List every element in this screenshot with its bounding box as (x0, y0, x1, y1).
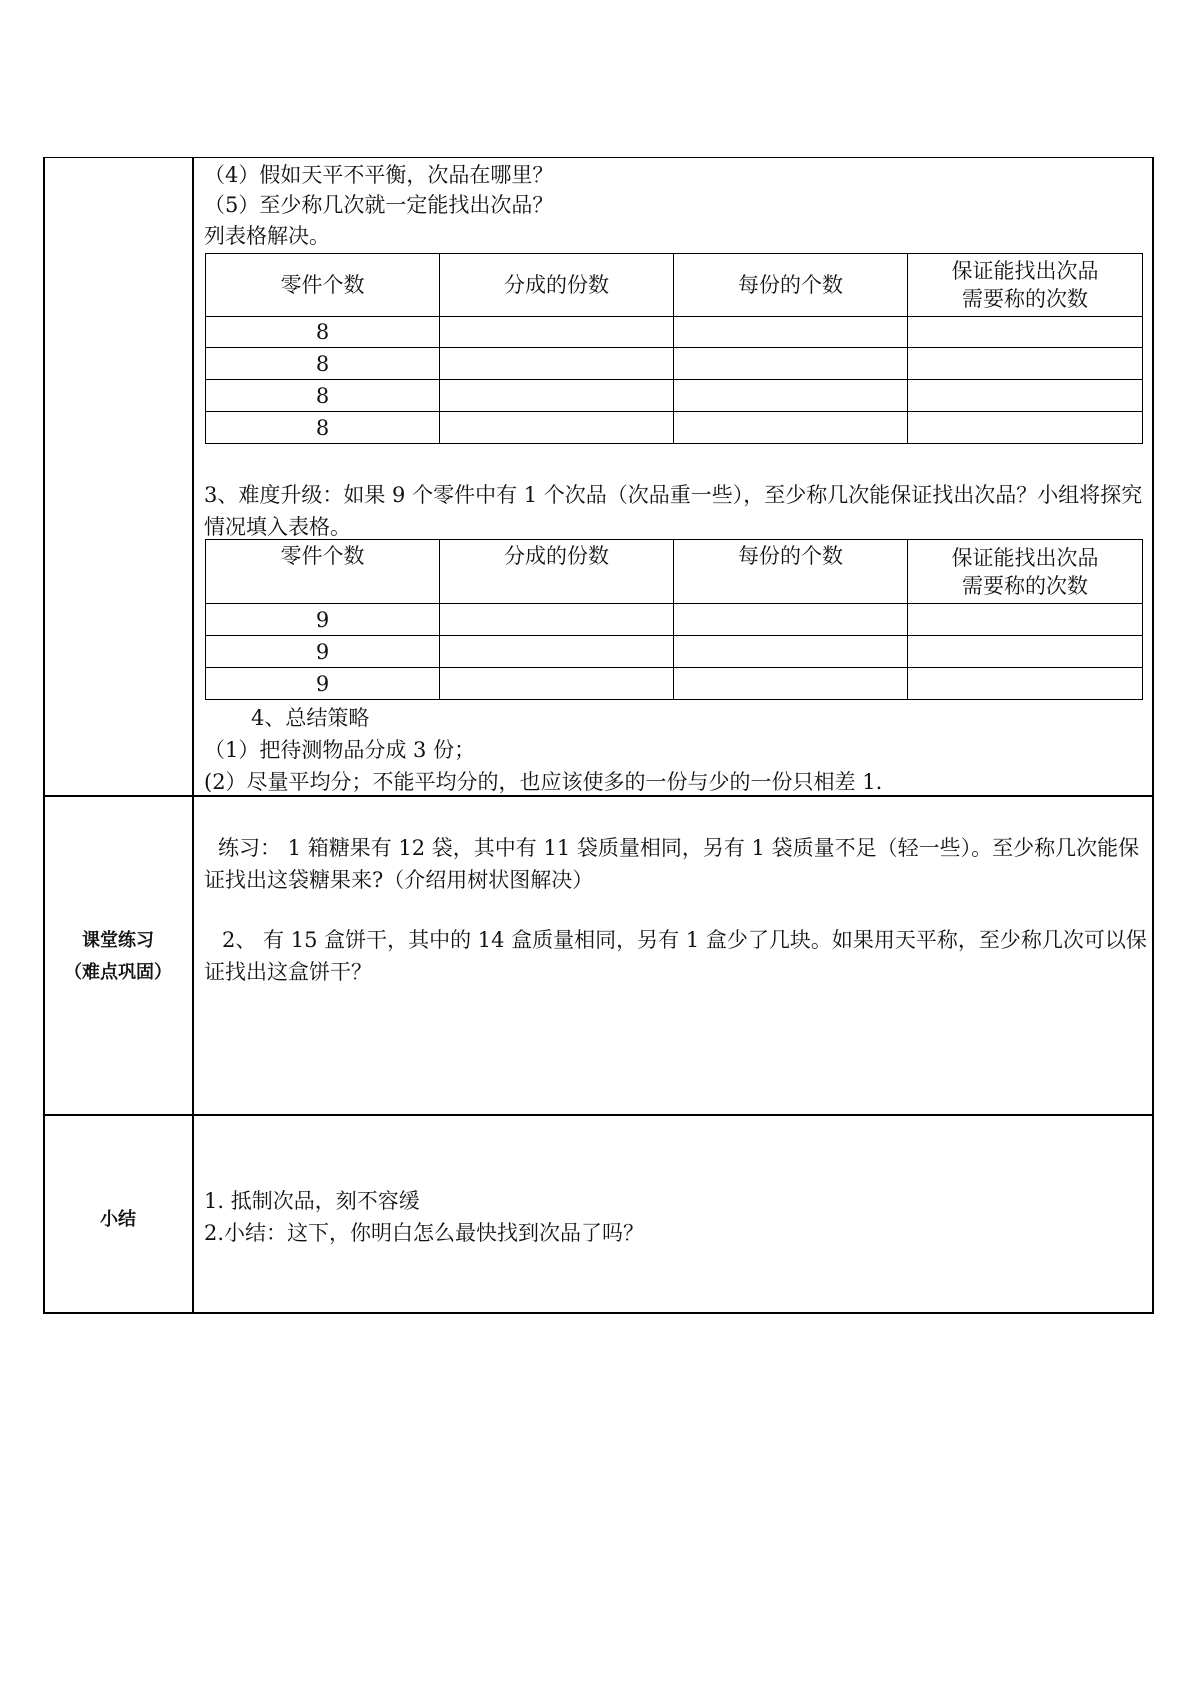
cell-empty[interactable] (440, 604, 674, 636)
cell-empty[interactable] (908, 604, 1143, 636)
cell-part-count: 9 (206, 636, 440, 668)
cell-empty[interactable] (440, 380, 674, 412)
header-per-group: 每份的个数 (674, 540, 908, 604)
header-weighings (908, 540, 1143, 604)
exercise-1: 练习： 1 箱糖果有 12 袋，其中有 11 袋质量相同，另有 1 袋质量不足（轻一些）。至少称几次能保证找出这袋糖果来?（介绍用树状图解决） (204, 836, 1140, 892)
cell-empty[interactable] (674, 636, 908, 668)
cell-empty[interactable] (908, 636, 1143, 668)
cell-part-count: 8 (206, 317, 440, 348)
cell-empty[interactable] (440, 636, 674, 668)
step-3-text: 3、难度升级：如果 9 个零件中有 1 个次品（次品重一些），至少称几次能保证找出次品？小组将探究情况填入表格。 (204, 483, 1143, 539)
header-part-count: 零件个数 (206, 254, 440, 317)
header-weighings-line2: 需要称的次数 (962, 573, 1088, 598)
header-weighings (908, 254, 1143, 317)
table-instruction: 列表格解决。 (204, 224, 330, 248)
cell-empty[interactable] (908, 380, 1143, 412)
cell-empty[interactable] (674, 604, 908, 636)
cell-part-count: 8 (206, 380, 440, 412)
practice-sublabel: （难点巩固） (64, 962, 172, 983)
table-row (206, 348, 1143, 380)
header-weighings-line1: 保证能找出次品 (951, 545, 1099, 570)
cell-empty[interactable] (674, 317, 908, 348)
practice-label: 课堂练习 (82, 930, 154, 951)
cell-empty[interactable] (440, 317, 674, 348)
table-eight-parts (205, 253, 1143, 444)
cell-empty[interactable] (674, 348, 908, 380)
summary-item-1: 1. 抵制次品，刻不容缓 (204, 1189, 420, 1213)
cell-empty[interactable] (440, 668, 674, 700)
question-4: （4）假如天平不平衡，次品在哪里？ (204, 163, 554, 187)
table-row (206, 668, 1143, 700)
question-5: （5）至少称几次就一定能找出次品？ (204, 193, 554, 217)
cell-empty[interactable] (908, 668, 1143, 700)
header-group-count: 分成的份数 (440, 540, 674, 604)
cell-empty[interactable] (674, 380, 908, 412)
table-row (206, 604, 1143, 636)
cell-part-count: 9 (206, 668, 440, 700)
cell-empty[interactable] (908, 348, 1143, 380)
table-row (206, 412, 1143, 444)
table-header-row (206, 540, 1143, 604)
cell-part-count: 9 (206, 604, 440, 636)
step-4-heading: 4、总结策略 (251, 706, 370, 730)
cell-empty[interactable] (908, 317, 1143, 348)
header-per-group: 每份的个数 (674, 254, 908, 317)
cell-empty[interactable] (908, 412, 1143, 444)
table-nine-parts (205, 539, 1143, 700)
cell-part-count: 8 (206, 412, 440, 444)
cell-empty[interactable] (440, 412, 674, 444)
header-part-count: 零件个数 (206, 540, 440, 604)
cell-empty[interactable] (440, 348, 674, 380)
header-weighings-line2: 需要称的次数 (962, 287, 1088, 311)
table-row (206, 380, 1143, 412)
table-row (206, 636, 1143, 668)
strategy-1: （1）把待测物品分成 3 份； (204, 738, 476, 762)
cell-part-count: 8 (206, 348, 440, 380)
table-row (206, 317, 1143, 348)
row-divider-2 (43, 1114, 1154, 1116)
summary-label: 小结 (100, 1209, 136, 1230)
column-divider (192, 157, 194, 1314)
strategy-2: (2）尽量平均分；不能平均分的，也应该使多的一份与少的一份只相差 1. (204, 770, 883, 794)
header-weighings-line1: 保证能找出次品 (951, 259, 1099, 283)
table-header-row (206, 254, 1143, 317)
summary-item-2: 2.小结：这下，你明白怎么最快找到次品了吗？ (204, 1221, 645, 1245)
header-group-count: 分成的份数 (440, 254, 674, 317)
cell-empty[interactable] (674, 412, 908, 444)
exercise-2: 2、 有 15 盒饼干，其中的 14 盒质量相同，另有 1 盒少了几块。如果用天平称，至少称几次可以保证找出这盒饼干？ (204, 928, 1147, 984)
cell-empty[interactable] (674, 668, 908, 700)
